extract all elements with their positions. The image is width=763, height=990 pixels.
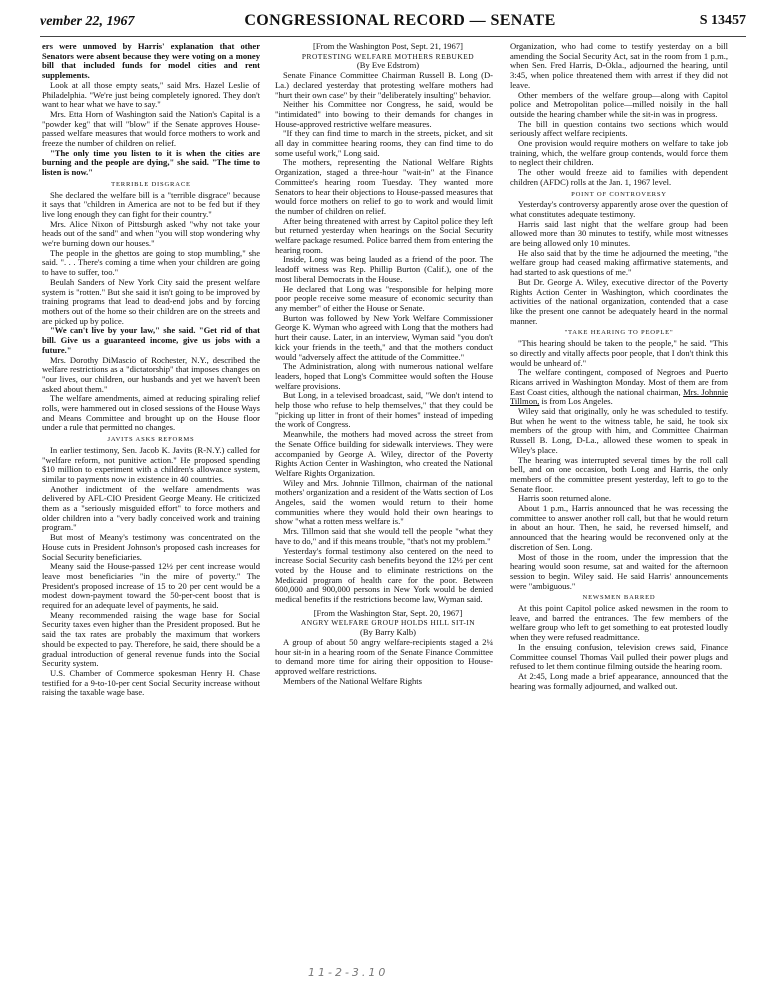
paragraph: One provision would require mothers on welfare to take job training, which, the welfare group contends, would force them to neglect their children. bbox=[510, 138, 728, 168]
text-run: The welfare contingent, composed of Negroes and Puerto Ricans arrived in Washington Monday. Most of them are from East Coast cities, although the national chairman, bbox=[510, 367, 728, 397]
paragraph: Inside, Long was being lauded as a friend of the poor. The leadoff witness was Rep. Phillip Burton (Calif.), one of the most liberal Democrats in the House. bbox=[275, 254, 493, 284]
paragraph: But Dr. George A. Wiley, executive director of the Poverty Rights Action Center in Washington, which coordinates the activities of the national organization, contended that a case like the present one cannot be adequately heard in the normal manner. bbox=[510, 276, 728, 326]
paragraph: He also said that by the time he adjourned the meeting, "the welfare group had ceased making affirmative statements, and had started to ask questions of me." bbox=[510, 247, 728, 278]
paragraph: But most of Meany's testimony was concentrated on the House cuts in President Johnson's proposed cash increases for Social Security beneficiaries. bbox=[42, 532, 260, 562]
header-rule bbox=[40, 36, 746, 37]
paragraph: He declared that Long was "responsible for helping more poor people receive some measure of economic security than any member" of either the House or Senate. bbox=[275, 283, 493, 313]
paragraph: Wiley and Mrs. Johnnie Tillmon, chairman of the national mothers' organization and a resident of the Watts section of Los Angeles, said the women would return to their home communities where they would hold their own hearings to show "what a rotten mess welfare is." bbox=[275, 477, 493, 527]
column-1 bbox=[42, 42, 260, 972]
paragraph: The hearing was interrupted several times by the roll call bell, and on one occasion, both Long and Harris, the only members of the committee present yesterday, left to go to the Senate floor. bbox=[510, 454, 728, 494]
paragraph: Most of those in the room, under the impression that the hearing would soon resume, sat and waited for the afternoon session to begin. Wiley said. He said Harris' announcements were "ambiguous." bbox=[510, 551, 728, 591]
paragraph: The welfare amendments, aimed at reducing spiraling relief rolls, were hammered out in closed sessions of the House Ways and Means Committee and brought up on the House floor under a rule that permitted no changes. bbox=[42, 393, 260, 433]
column-3 bbox=[510, 42, 728, 972]
article-byline: (By Barry Kalb) bbox=[359, 627, 416, 638]
page-header bbox=[40, 10, 746, 34]
paragraph: Wiley said that originally, only he was scheduled to testify. But when he went to the witness table, he said, he took six members of the group with him, and Committee Chairman Russell B. Long, D-La., allowed these women to speak in Wiley's place. bbox=[510, 406, 728, 455]
underlined-name: Mrs. Johnnie Tillmon, bbox=[510, 386, 728, 407]
paragraph: ers were unmoved by Harris' explanation that other Senators were absent because they were voting on a money bill that included funds for model cities and rent supplements. bbox=[42, 42, 260, 81]
subheading: TERRIBLE DISGRACE bbox=[111, 180, 191, 188]
paragraph: The people in the ghettos are going to stop mumbling," she said. ". . . There's coming a time when your children are going to have to suffer, too." bbox=[42, 247, 260, 278]
paragraph: Mrs. Dorothy DiMascio of Rochester, N.Y., described the welfare restrictions as a "dictatorship" that imposes changes on "our lives, our children, our husbands and yet we haven't been asked about them." bbox=[42, 354, 260, 394]
handwritten-mark: 11-2-3.10 bbox=[308, 966, 389, 979]
paragraph: After being threatened with arrest by Capitol police they left but returned yesterday when hearings on the Social Security welfare package resumed. Police barred them from entering the hearing room. bbox=[275, 215, 493, 255]
paragraph: Neither his Committee nor Congress, he said, would be "intimidated" into bowing to their demands for changes in House-approved restrictive welfare measures. bbox=[275, 99, 493, 129]
paragraph: Mrs. Tillmon said that she would tell the people "what they have to do," and if this means trouble, "that's not my problem." bbox=[275, 526, 493, 546]
paragraph: Members of the National Welfare Rights bbox=[283, 675, 422, 686]
paragraph: "This hearing should be taken to the people," he said. "This so directly and vitally affects poor people, that I don't think this would be unheard of." bbox=[510, 338, 728, 368]
paragraph bbox=[510, 368, 728, 407]
paragraph: Beulah Sanders of New York City said the present welfare system is "rotten." But she said it isn't going to be improved by training programs that lead to dead-end jobs and by forcing mothers out of the home so their children are on the streets and are picked up by police. bbox=[42, 276, 260, 326]
paragraph: Look at all those empty seats," said Mrs. Hazel Leslie of Philadelphia. "We're just being completely ignored. They don't want to hear what we have to say." bbox=[42, 79, 260, 110]
paragraph: Meanwhile, the mothers had moved across the street from the Senate Office building for sidewalk interviews. They were accompanied by George A. Wiley, director of the Poverty Rights Action Center in Washington, who created the National Welfare Rights Organization. bbox=[275, 429, 493, 478]
paragraph: The mothers, representing the National Welfare Rights Organization, staged a three-hour "wait-in" at the Finance Committee's hearing room Tuesday. They wanted more Senators to hear their objections to House-passed measures that would force mothers on relief to go to work and would limit the number of children on relief. bbox=[275, 157, 493, 216]
paragraph: Harris soon returned alone. bbox=[518, 493, 612, 504]
column-2 bbox=[275, 42, 493, 972]
subheading: "TAKE HEARING TO PEOPLE" bbox=[564, 329, 674, 337]
paragraph: But Long, in a televised broadcast, said, "We don't intend to help those who refuse to help themselves," that they could be "picking up litter in front of their homes" instead of impeding the work of Congress. bbox=[275, 390, 493, 430]
subheading: JAVITS ASKS REFORMS bbox=[107, 436, 195, 444]
paragraph: Harris said last night that the welfare group had been allowed more than 30 minutes to testify, while most witnesses are being allowed only 10 minutes. bbox=[510, 218, 728, 249]
paragraph: Meany recommended raising the wage base for Social Security taxes even higher than the President proposed. But he said the tax rates are probably the maximum that workers should be expected to pay. Therefore, he said, there should be a gradual introduction of general revenue funds into the Social Security system. bbox=[42, 609, 260, 669]
paragraph: She declared the welfare bill is a "terrible disgrace" because it says that "children in America are not to be fed but if they live long enough they can fight for their country." bbox=[42, 189, 260, 219]
paragraph: U.S. Chamber of Commerce spokesman Henry H. Chase testified for a 9-to-10-per cent Social Security increase without raising the taxable wage base. bbox=[42, 668, 260, 698]
paragraph: "We can't live by your law," she said. "Get rid of that bill. Give us a guaranteed income, give us jobs with a future." bbox=[42, 325, 260, 355]
paragraph: Organization, who had come to testify yesterday on a bill amending the Social Security Act, sat in the room from 1 p.m., when Sen. Fred Harris, D-Okla., adjourned the hearing, until 3:45, when police threatened them with arrest if they did not leave. bbox=[510, 42, 728, 90]
paragraph: Yesterday's formal testimony also centered on the need to increase Social Security cash benefits beyond the 12½ per cent voted by the House and to eliminate restrictions on the Medicaid program of health care for the poor. Between 600,000 and 900,000 persons in New York would be denied medical benefits if the restrictions become law, Wyman said. bbox=[275, 545, 493, 605]
paragraph: A group of about 50 angry welfare-recipients staged a 2¼ hour sit-in in a hearing room of the Senate Finance Committee to demand more time for airing their opposition to House-approved welfare restrictions. bbox=[275, 636, 493, 676]
header-title: CONGRESSIONAL RECORD — SENATE bbox=[244, 12, 556, 29]
paragraph: Other members of the welfare group—along with Capitol police and Metropolitan police—milled noisily in the hall outside the hearing chamber while the sit-in was in progress. bbox=[510, 89, 728, 119]
subheading: NEWSMEN BARRED bbox=[582, 594, 656, 602]
subheading: POINT OF CONTROVERSY bbox=[571, 190, 667, 198]
paragraph: The other would freeze aid to families with dependent children (AFDC) rolls at the Jan. 1, 1967 level. bbox=[510, 167, 728, 187]
paragraph: At this point Capitol police asked newsmen in the room to leave, and barred the entrances. The few members of the welfare group who left to get something to eat protested loudly when they were refused readmittance. bbox=[510, 603, 728, 643]
page-number: S 13457 bbox=[699, 13, 746, 28]
paragraph: "If they can find time to march in the streets, picket, and sit all day in committee hearing rooms, they can find time to do some useful work," Long said. bbox=[275, 128, 493, 158]
text-run: is from Los Angeles. bbox=[539, 396, 613, 407]
header-date: vember 22, 1967 bbox=[40, 14, 135, 29]
paragraph: In the ensuing confusion, television crews said, Finance Committee counsel Thomas Vail pulled their power plugs and refused to let them continue filming outside the hearing room. bbox=[510, 641, 728, 672]
paragraph: Another indictment of the welfare amendments was delivered by AFL-CIO President George Meany. He criticized them as a "seriously misguided effort" to force mothers and older children into a "very badly conceived work and training program." bbox=[42, 483, 260, 533]
paragraph: Mrs. Etta Horn of Washington said the Nation's Capital is a "powder keg" that will "blow" if the Senate approves House-passed welfare measures that would force mothers to work and freeze the number of children on relief. bbox=[42, 108, 260, 149]
paragraph: At 2:45, Long made a brief appearance, announced that the hearing was formally adjourned, and walked out. bbox=[510, 671, 728, 691]
paragraph: The bill in question contains two sections which would seriously affect welfare recipients. bbox=[510, 118, 728, 139]
article-source: [From the Washington Post, Sept. 21, 1967] bbox=[313, 42, 463, 51]
paragraph: Mrs. Alice Nixon of Pittsburgh asked "why not take your heads out of the sand" and when "you will stop wondering why we're burning down our houses." bbox=[42, 218, 260, 249]
paragraph: "The only time you listen to it is when the cities are burning and the people are dying," she said. "The time to listen is now." bbox=[42, 147, 260, 178]
article-byline: (By Eve Edstrom) bbox=[356, 60, 420, 71]
paragraph: Yesterday's controversy apparently arose over the question of what constitutes adequate testimony. bbox=[510, 199, 728, 219]
article-headline: PROTESTING WELFARE MOTHERS REBUKED bbox=[301, 51, 475, 61]
paragraph: In earlier testimony, Sen. Jacob K. Javits (R-N.Y.) called for "welfare reform, not punitive action." He proposed spending $10 million to experiment with a children's allowance system, similar to payments now in existence in 40 countries. bbox=[42, 444, 260, 484]
paragraph: About 1 p.m., Harris announced that he was recessing the committee to answer another roll call, but that he would return in about an hour. Then, he said, he reversed himself, and announced that the hearing would be reconvened only at the discretion of Sen. Long. bbox=[510, 503, 728, 552]
article-headline: ANGRY WELFARE GROUP HOLDS HILL SIT-IN bbox=[300, 618, 476, 628]
paragraph: Senate Finance Committee Chairman Russell B. Long (D-La.) declared yesterday that protesting welfare mothers had "hurt their own case" by their "deliberately insulting" behavior. bbox=[275, 70, 493, 100]
article-source: [From the Washington Star, Sept. 20, 1967] bbox=[313, 607, 463, 618]
paragraph: Burton was followed by New York Welfare Commissioner George K. Wyman who agreed with Long that the mothers had hurt their cause. Later, in an interview, Wyman said "you don't kick your friends in the teeth," and that the mothers conduct would "adversely affect the attitude of the Committee." bbox=[275, 312, 493, 362]
paragraph: Meany said the House-passed 12½ per cent increase would leave most beneficiaries "in the mire of poverty." The President's proposed increase of 15 to 20 per cent would be a modest down-payment toward the 50-per-cent boost that is required for an adequate level of payments, he said. bbox=[42, 561, 260, 611]
paragraph: The Administration, along with numerous national welfare leaders, hoped that Long's Committee would soften the House welfare provisions. bbox=[275, 361, 493, 391]
